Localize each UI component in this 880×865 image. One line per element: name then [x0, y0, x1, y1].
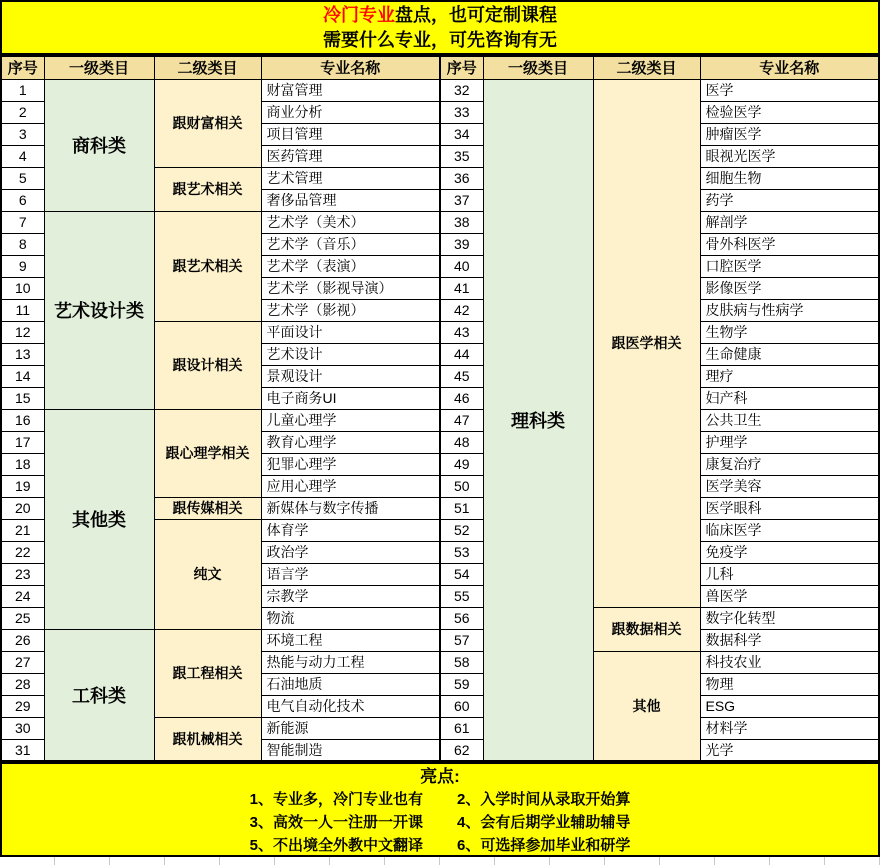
row-number-cell: 19 [1, 475, 44, 497]
row-number-cell: 2 [1, 101, 44, 123]
header-row [1, 56, 440, 79]
major-name-cell: 平面设计 [261, 321, 440, 343]
major-name-cell: 电气自动化技术 [261, 695, 440, 717]
major-name-cell: 生命健康 [700, 343, 879, 365]
row-number-cell: 62 [440, 739, 483, 761]
row-number-cell: 8 [1, 233, 44, 255]
row-number-cell: 22 [1, 541, 44, 563]
highlights-footer [0, 762, 880, 857]
major-name-cell: 儿科 [700, 563, 879, 585]
major-name-cell: 艺术设计 [261, 343, 440, 365]
row-number-cell: 13 [1, 343, 44, 365]
column-header-num: 序号 [1, 56, 44, 79]
row-number-cell: 12 [1, 321, 44, 343]
banner-line1-highlight: 冷门专业 [323, 5, 395, 25]
category-cell: 其他类 [44, 409, 154, 629]
subcategory-cell: 纯文 [154, 519, 261, 629]
row-number-cell: 54 [440, 563, 483, 585]
major-name-cell: 石油地质 [261, 673, 440, 695]
row-number-cell: 30 [1, 717, 44, 739]
row-number-cell: 18 [1, 453, 44, 475]
subcategory-cell: 跟数据相关 [593, 607, 700, 651]
subcategory-cell: 跟设计相关 [154, 321, 261, 409]
major-name-cell: 热能与动力工程 [261, 651, 440, 673]
highlight-item-6: 6、可选择参加毕业和研学 [457, 837, 631, 854]
row-number-cell: 44 [440, 343, 483, 365]
major-name-cell: 儿童心理学 [261, 409, 440, 431]
row-number-cell: 11 [1, 299, 44, 321]
row-number-cell: 51 [440, 497, 483, 519]
major-name-cell: 医学眼科 [700, 497, 879, 519]
highlight-item-4: 4、会有后期学业辅助辅导 [457, 814, 631, 831]
column-header-cat: 一级类目 [44, 56, 154, 79]
row-number-cell: 53 [440, 541, 483, 563]
row-number-cell: 3 [1, 123, 44, 145]
major-name-cell: 检验医学 [700, 101, 879, 123]
row-number-cell: 59 [440, 673, 483, 695]
category-cell: 理科类 [483, 79, 593, 761]
subcategory-cell: 其他 [593, 651, 700, 761]
row-number-cell: 29 [1, 695, 44, 717]
row-number-cell: 20 [1, 497, 44, 519]
major-name-cell: 药学 [700, 189, 879, 211]
major-name-cell: 细胞生物 [700, 167, 879, 189]
major-name-cell: 宗教学 [261, 585, 440, 607]
majors-table-left [0, 55, 441, 762]
category-cell: 商科类 [44, 79, 154, 211]
row-number-cell: 16 [1, 409, 44, 431]
row-number-cell: 57 [440, 629, 483, 651]
subcategory-cell: 跟心理学相关 [154, 409, 261, 497]
highlight-item-1: 1、专业多，冷门专业也有 [249, 791, 423, 808]
highlight-item-3: 3、高效一人一注册一开课 [249, 814, 423, 831]
major-name-cell: 眼视光医学 [700, 145, 879, 167]
row-number-cell: 49 [440, 453, 483, 475]
major-name-cell: 科技农业 [700, 651, 879, 673]
row-number-cell: 48 [440, 431, 483, 453]
column-header-major: 专业名称 [700, 56, 879, 79]
table-row [1, 211, 440, 233]
major-name-cell: 新媒体与数字传播 [261, 497, 440, 519]
column-header-sub: 二级类目 [593, 56, 700, 79]
subcategory-cell: 跟传媒相关 [154, 497, 261, 519]
subcategory-cell: 跟艺术相关 [154, 167, 261, 211]
major-name-cell: 影像医学 [700, 277, 879, 299]
row-number-cell: 24 [1, 585, 44, 607]
major-name-cell: 艺术学（美术） [261, 211, 440, 233]
majors-tables [0, 55, 880, 762]
major-name-cell: 临床医学 [700, 519, 879, 541]
major-name-cell: 电子商务UI [261, 387, 440, 409]
major-name-cell: 骨外科医学 [700, 233, 879, 255]
row-number-cell: 21 [1, 519, 44, 541]
row-number-cell: 25 [1, 607, 44, 629]
row-number-cell: 37 [440, 189, 483, 211]
row-number-cell: 40 [440, 255, 483, 277]
subcategory-cell: 跟财富相关 [154, 79, 261, 167]
subcategory-cell: 跟医学相关 [593, 79, 700, 607]
major-name-cell: 物流 [261, 607, 440, 629]
subcategory-cell: 跟工程相关 [154, 629, 261, 717]
major-name-cell: 医药管理 [261, 145, 440, 167]
major-name-cell: 政治学 [261, 541, 440, 563]
major-name-cell: 物理 [700, 673, 879, 695]
row-number-cell: 26 [1, 629, 44, 651]
major-name-cell: 体育学 [261, 519, 440, 541]
major-name-cell: 解剖学 [700, 211, 879, 233]
row-number-cell: 9 [1, 255, 44, 277]
major-name-cell: 理疗 [700, 365, 879, 387]
row-number-cell: 58 [440, 651, 483, 673]
major-name-cell: 护理学 [700, 431, 879, 453]
majors-table-right [439, 55, 880, 762]
major-name-cell: 犯罪心理学 [261, 453, 440, 475]
major-name-cell: 康复治疗 [700, 453, 879, 475]
major-name-cell: 光学 [700, 739, 879, 761]
top-banner [0, 0, 880, 55]
major-name-cell: 艺术学（表演） [261, 255, 440, 277]
row-number-cell: 1 [1, 79, 44, 101]
row-number-cell: 55 [440, 585, 483, 607]
row-number-cell: 35 [440, 145, 483, 167]
row-number-cell: 15 [1, 387, 44, 409]
highlight-item-2: 2、入学时间从录取开始算 [457, 791, 631, 808]
row-number-cell: 45 [440, 365, 483, 387]
row-number-cell: 38 [440, 211, 483, 233]
row-number-cell: 50 [440, 475, 483, 497]
major-name-cell: 新能源 [261, 717, 440, 739]
column-header-major: 专业名称 [261, 56, 440, 79]
row-number-cell: 43 [440, 321, 483, 343]
major-name-cell: 数据科学 [700, 629, 879, 651]
row-number-cell: 23 [1, 563, 44, 585]
major-name-cell: 应用心理学 [261, 475, 440, 497]
major-name-cell: 口腔医学 [700, 255, 879, 277]
major-name-cell: 奢侈品管理 [261, 189, 440, 211]
table-row [1, 629, 440, 651]
row-number-cell: 28 [1, 673, 44, 695]
major-name-cell: 免疫学 [700, 541, 879, 563]
major-name-cell: 财富管理 [261, 79, 440, 101]
highlights-title: 亮点: [420, 767, 460, 786]
row-number-cell: 47 [440, 409, 483, 431]
row-number-cell: 36 [440, 167, 483, 189]
major-name-cell: 生物学 [700, 321, 879, 343]
major-name-cell: 医学美容 [700, 475, 879, 497]
major-name-cell: 公共卫生 [700, 409, 879, 431]
column-header-num: 序号 [440, 56, 483, 79]
column-header-cat: 一级类目 [483, 56, 593, 79]
major-name-cell: 艺术学（音乐） [261, 233, 440, 255]
highlight-item-5: 5、不出境全外教中文翻译 [249, 837, 423, 854]
major-name-cell: 语言学 [261, 563, 440, 585]
bottom-strip [0, 857, 880, 865]
major-name-cell: 环境工程 [261, 629, 440, 651]
row-number-cell: 32 [440, 79, 483, 101]
row-number-cell: 33 [440, 101, 483, 123]
major-name-cell: 材料学 [700, 717, 879, 739]
row-number-cell: 6 [1, 189, 44, 211]
major-name-cell: ESG [700, 695, 879, 717]
table-row [440, 79, 879, 101]
major-name-cell: 皮肤病与性病学 [700, 299, 879, 321]
header-row [440, 56, 879, 79]
row-number-cell: 61 [440, 717, 483, 739]
row-number-cell: 4 [1, 145, 44, 167]
major-name-cell: 兽医学 [700, 585, 879, 607]
subcategory-cell: 跟艺术相关 [154, 211, 261, 321]
banner-line-2: 需要什么专业，可先咨询有无 [323, 30, 557, 50]
row-number-cell: 56 [440, 607, 483, 629]
major-name-cell: 艺术学（影视） [261, 299, 440, 321]
row-number-cell: 14 [1, 365, 44, 387]
subcategory-cell: 跟机械相关 [154, 717, 261, 761]
category-cell: 工科类 [44, 629, 154, 761]
row-number-cell: 27 [1, 651, 44, 673]
column-header-sub: 二级类目 [154, 56, 261, 79]
row-number-cell: 5 [1, 167, 44, 189]
category-cell: 艺术设计类 [44, 211, 154, 409]
table-row [1, 409, 440, 431]
major-name-cell: 艺术管理 [261, 167, 440, 189]
row-number-cell: 31 [1, 739, 44, 761]
major-name-cell: 智能制造 [261, 739, 440, 761]
major-name-cell: 数字化转型 [700, 607, 879, 629]
major-name-cell: 景观设计 [261, 365, 440, 387]
major-name-cell: 妇产科 [700, 387, 879, 409]
row-number-cell: 34 [440, 123, 483, 145]
row-number-cell: 41 [440, 277, 483, 299]
row-number-cell: 7 [1, 211, 44, 233]
table-row [1, 79, 440, 101]
major-name-cell: 艺术学（影视导演） [261, 277, 440, 299]
row-number-cell: 46 [440, 387, 483, 409]
row-number-cell: 42 [440, 299, 483, 321]
row-number-cell: 60 [440, 695, 483, 717]
row-number-cell: 10 [1, 277, 44, 299]
major-name-cell: 商业分析 [261, 101, 440, 123]
highlights-list [250, 788, 631, 857]
banner-line-1 [2, 3, 878, 28]
major-name-cell: 项目管理 [261, 123, 440, 145]
banner-line1-rest: 盘点，也可定制课程 [395, 5, 557, 25]
row-number-cell: 52 [440, 519, 483, 541]
major-name-cell: 医学 [700, 79, 879, 101]
row-number-cell: 17 [1, 431, 44, 453]
major-name-cell: 教育心理学 [261, 431, 440, 453]
row-number-cell: 39 [440, 233, 483, 255]
major-name-cell: 肿瘤医学 [700, 123, 879, 145]
